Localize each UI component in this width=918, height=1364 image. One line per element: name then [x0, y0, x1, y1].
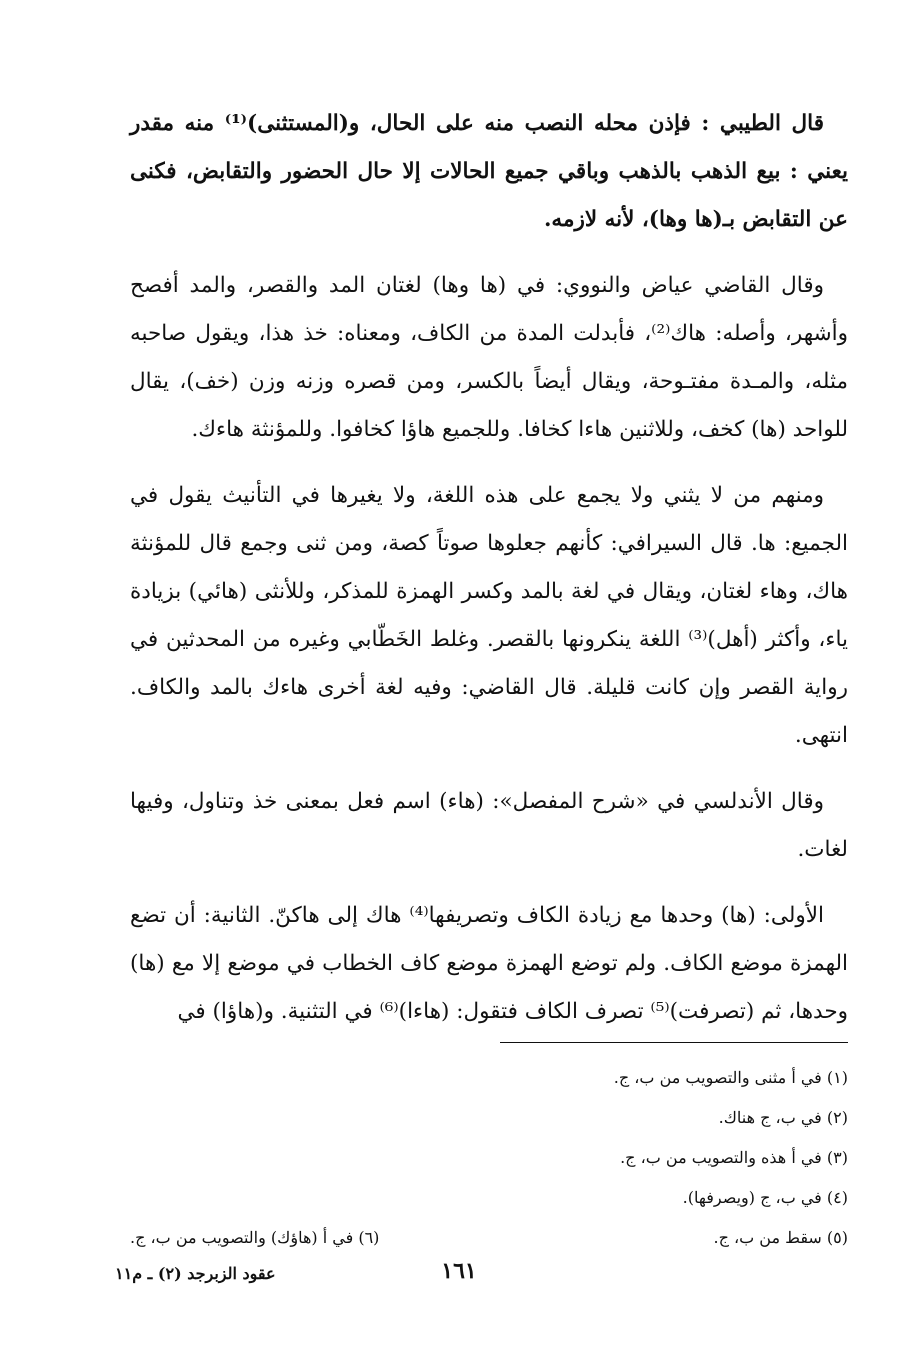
footnote-row [130, 1218, 848, 1258]
page-number: ١٦١ [441, 1258, 477, 1284]
paragraph-2: وقال القاضي عياض والنووي: في (ها وها) لغتان المد والقصر، والمد أفصح وأشهر، وأصله: هاك⁽²⁾، فأبدلت المدة من الكاف، ومعناه: خذ هذا، ويقول صاحبه مثله، والمـدة مفتـوحة، ويقال أيضاً بالكسر، ومن قصره وزنه وزن (خف)، يقال للواحد (ها) كخف، وللاثنين هاءا كخافا. وللجميع هاؤا كخافوا. وللمؤنثة هاءك. [130, 273, 848, 442]
paragraph-4: وقال الأندلسي في «شرح المفصل»: (هاء) اسم فعل بمعنى خذ وتناول، وفيها لغات. [130, 789, 848, 862]
main-text [130, 100, 848, 1054]
paragraph-1: قال الطيبي : فإذن محله النصب منه على الحال، و(المستثنى)⁽¹⁾ منه مقدر يعني : بيع الذهب بالذهب وباقي جميع الحالات إلا حال الحضور والتقابض، فكنى عن التقابض بـ(ها وها)، لأنه لازمه. [130, 111, 848, 232]
footnotes [130, 1058, 848, 1258]
footnote-3: (٣) في أ هذه والتصويب من ب، ج. [620, 1148, 848, 1167]
footnote-5: (٥) سقط من ب، ج. [713, 1228, 848, 1247]
footnote-2: (٢) في ب، ج هناك. [718, 1108, 848, 1127]
footnote-4: (٤) في ب، ج (ويصرفها). [682, 1188, 848, 1207]
footnote-6: (٦) في أ (هاؤك) والتصويب من ب، ج. [130, 1228, 380, 1247]
paragraph-5: الأولى: (ها) وحدها مع زيادة الكاف وتصريفها⁽⁴⁾ هاك إلى هاكنّ. الثانية: أن تضع الهمزة موضع الكاف. ولم توضع الهمزة موضع كاف الخطاب في موضع إلا مع (ها) وحدها، ثم (تصرفت)⁽⁵⁾ تصرف الكاف فتقول: (هاءا)⁽⁶⁾ في التثنية. و(هاؤا) في [130, 903, 848, 1024]
running-footer: عقود الزبرجد (٢) ـ م١١ [115, 1264, 276, 1283]
paragraph-3: ومنهم من لا يثني ولا يجمع على هذه اللغة، ولا يغيرها في التأنيث يقول في الجميع: ها. قال السيرافي: كأنهم جعلوها صوتاً كصة، ومن ثنى وجمع قال للمؤنثة هاك، وهاء لغتان، ويقال في لغة بالمد وكسر الهمزة للمذكر، وللأنثى (هائي) بزيادة ياء، وأكثر (أهل)⁽³⁾ اللغة ينكرونها بالقصر. وغلط الخَطّابي وغيره من المحدثين في رواية القصر وإن كانت قليلة. قال القاضي: وفيه لغة أخرى هاءك بالمد والكاف. انتهى. [130, 483, 848, 748]
footnote-divider [500, 1042, 848, 1043]
footnote-1: (١) في أ مثنى والتصويب من ب، ج. [613, 1068, 848, 1087]
